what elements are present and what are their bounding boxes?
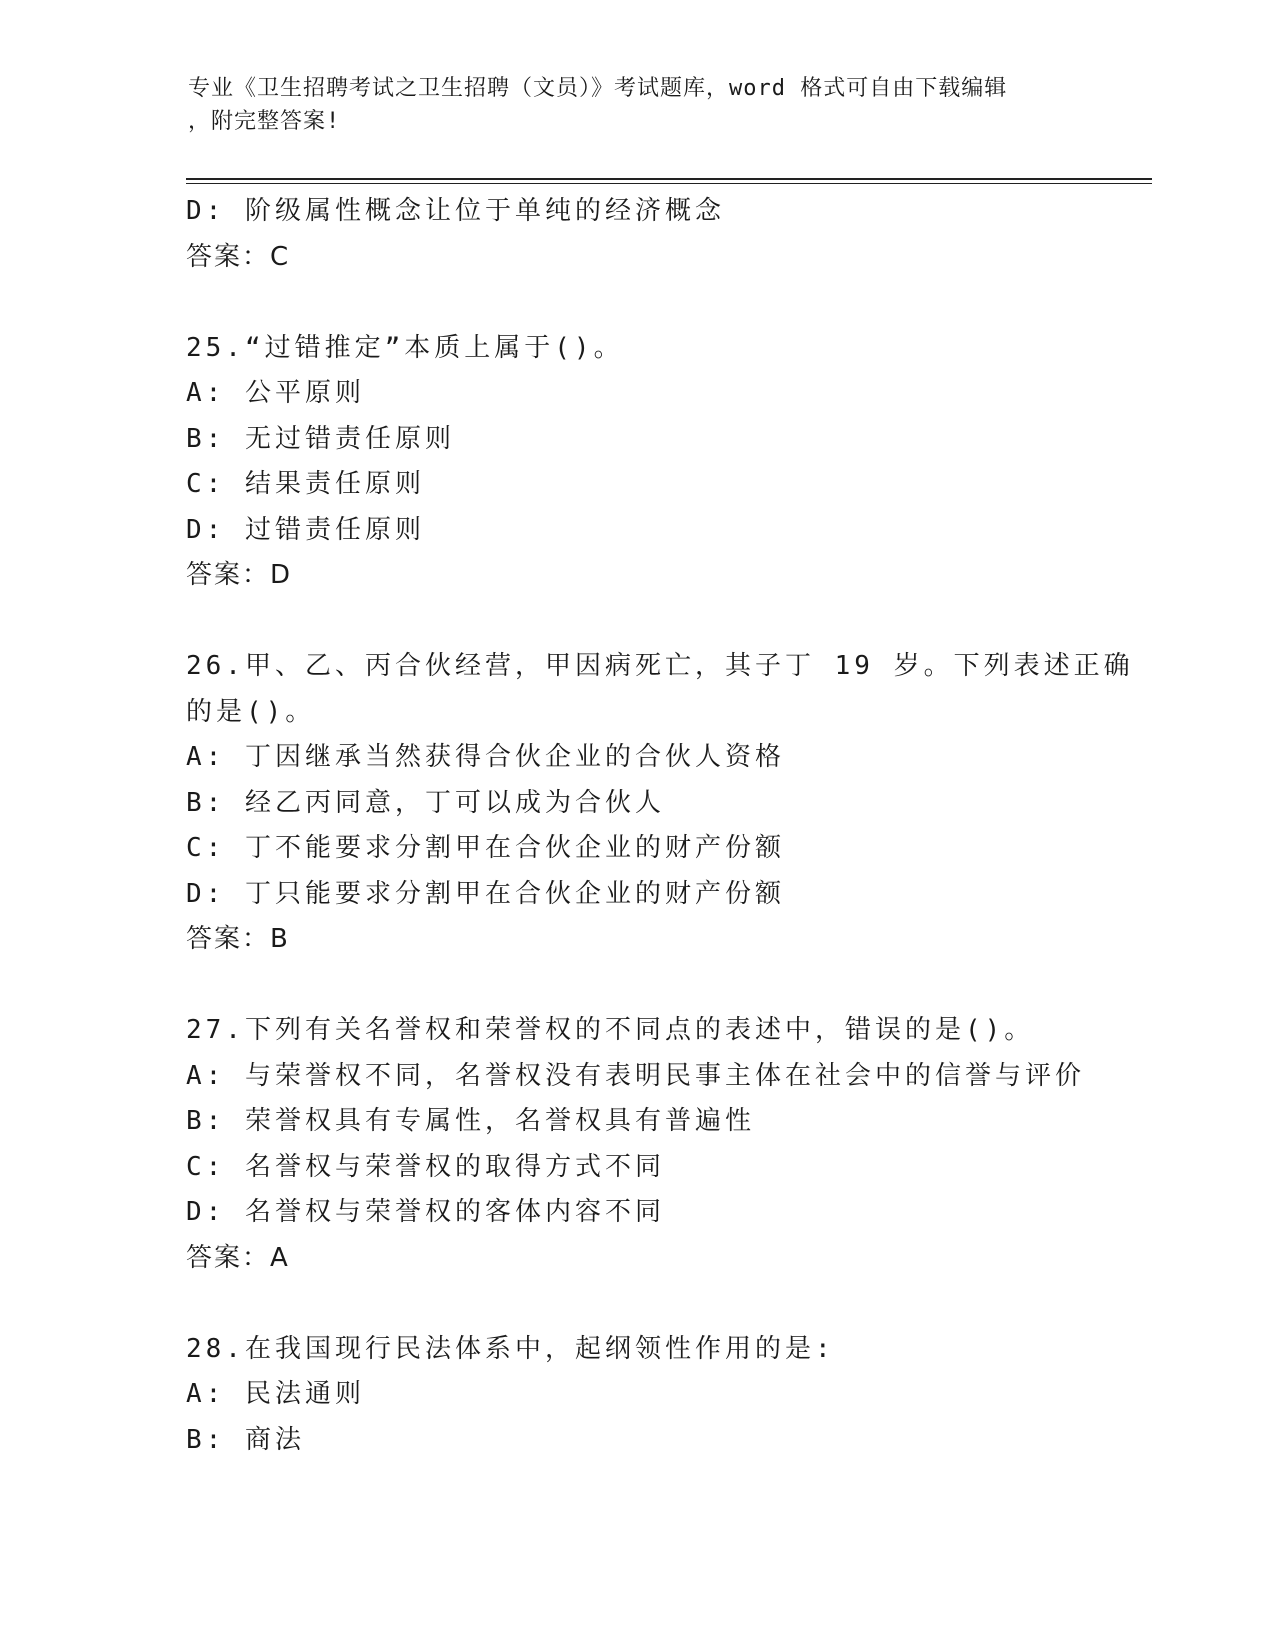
question-stem-continued: 的是()。: [186, 696, 316, 727]
option-c: C: 结果责任原则: [186, 469, 425, 499]
question-stem: 27.下列有关名誉权和荣誉权的不同点的表述中，错误的是()。: [186, 1015, 1035, 1045]
question-28: [186, 1327, 1086, 1464]
option-b: B: 荣誉权具有专属性，名誉权具有普遍性: [186, 1106, 755, 1136]
header-divider-thin: [186, 183, 1152, 184]
option-b: B: 经乙丙同意，丁可以成为合伙人: [186, 787, 665, 818]
option-a: A: 民法通则: [186, 1379, 365, 1409]
header-title-line-1: 专业《卫生招聘考试之卫生招聘（文员）》考试题库，word 格式可自由下载编辑: [188, 76, 1008, 101]
option-b: B: 商法: [186, 1424, 305, 1455]
spacer: [186, 1281, 1086, 1327]
prev-question-answer: 答案：C: [186, 241, 291, 272]
question-25: [186, 326, 1086, 599]
spacer: [186, 963, 1086, 1009]
option-a: A: 丁因继承当然获得合伙企业的合伙人资格: [186, 742, 785, 772]
question-stem: 28.在我国现行民法体系中，起纲领性作用的是:: [186, 1333, 835, 1364]
answer: 答案：B: [186, 924, 290, 954]
option-a: A: 公平原则: [186, 378, 365, 408]
question-stem: 25.“过错推定”本质上属于()。: [186, 332, 624, 363]
document-header: [188, 72, 1068, 138]
question-list: [186, 189, 1134, 1463]
option-c: C: 名誉权与荣誉权的取得方式不同: [186, 1151, 665, 1182]
option-a: A: 与荣誉权不同，名誉权没有表明民事主体在社会中的信誉与评价: [186, 1060, 1085, 1091]
option-c: C: 丁不能要求分割甲在合伙企业的财产份额: [186, 833, 785, 863]
answer: 答案：D: [186, 560, 293, 590]
question-26: [186, 644, 1134, 963]
question-stem: 26.甲、乙、丙合伙经营，甲因病死亡，其子丁 19 岁。下列表述正确: [186, 651, 1134, 681]
option-d: D: 名誉权与荣誉权的客体内容不同: [186, 1197, 665, 1227]
question-27: [186, 1008, 1086, 1281]
spacer: [186, 280, 1086, 326]
option-d: D: 过错责任原则: [186, 514, 425, 545]
header-divider-thick: [186, 178, 1152, 180]
option-b: B: 无过错责任原则: [186, 423, 455, 454]
spacer: [186, 599, 1086, 645]
prev-question-option-d: D: 阶级属性概念让位于单纯的经济概念: [186, 196, 725, 226]
answer: 答案：A: [186, 1242, 290, 1273]
header-title-line-2: ，附完整答案!: [188, 109, 341, 134]
option-d: D: 丁只能要求分割甲在合伙企业的财产份额: [186, 878, 785, 909]
